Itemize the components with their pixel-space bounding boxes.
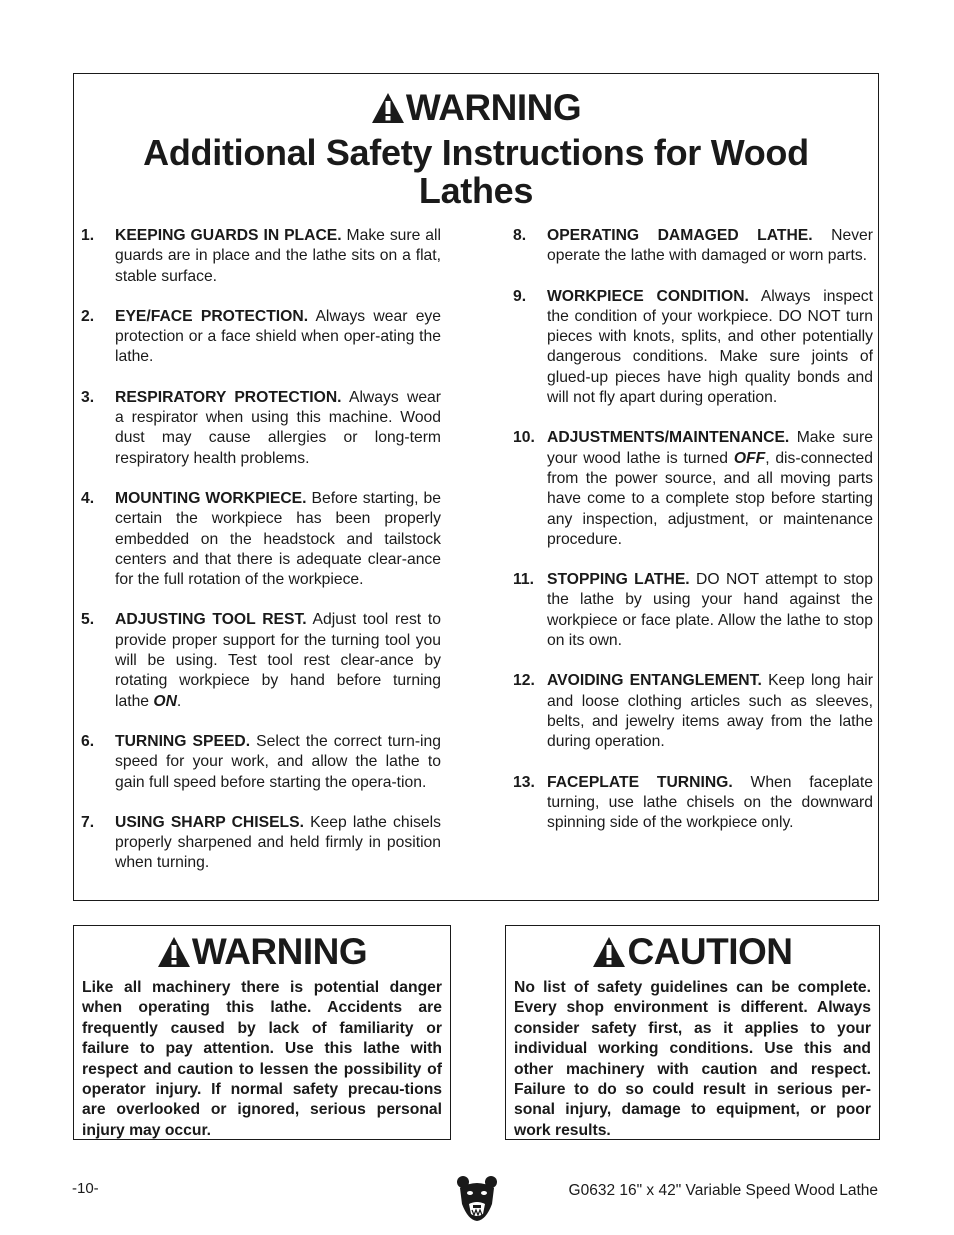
item-heading: USING SHARP CHISELS. (115, 813, 304, 831)
item-text-tail: . (176, 692, 182, 710)
item-text: Select the correct turn-ing speed for your work, and allow the lathe to gain full speed before starting the opera-tion. (115, 732, 441, 791)
item-heading: ADJUSTMENTS/MAINTENANCE. (547, 429, 790, 447)
item-heading: RESPIRATORY PROTECTION. (115, 388, 342, 406)
instruction-item (513, 287, 873, 409)
item-text: Keep long hair and loose clothing articles such as sleeves, belts, and jewelry items away from the lathe during operation. (547, 672, 873, 751)
caution-box-text: No list of safety guidelines can be complete. Every shop environment is different. Always consider safety first, as it applies to your individual working conditions. Use this and other machinery with caution and respect. Failure to do so could result in serious per-sonal injury, damage to equipment, or poor work results. (514, 979, 871, 1139)
instruction-item (513, 226, 873, 267)
item-emphasis: ON (153, 692, 177, 710)
instruction-item (513, 671, 873, 752)
warning-word: WARNING (405, 87, 582, 128)
item-text: Adjust tool rest to provide proper support for the turning tool you will be using. Test tool rest clear-ance by rotating workpiece by hand before turning lathe (115, 611, 441, 710)
bear-logo-icon (456, 1174, 498, 1222)
left-column (81, 226, 441, 894)
warning-heading (74, 88, 878, 128)
item-text: Never operate the lathe with damaged or worn parts. (547, 227, 873, 265)
instruction-item (513, 773, 873, 834)
instruction-item (81, 610, 441, 711)
item-number: 6. (81, 732, 95, 750)
item-text: Always wear a respirator when using this machine. Wood dust may cause allergies or long-term respiratory health problems. (115, 388, 442, 467)
item-heading: ADJUSTING TOOL REST. (115, 611, 307, 629)
item-number: 11. (513, 571, 534, 589)
item-number: 13. (513, 773, 535, 791)
item-text: Keep lathe chisels properly sharpened and held firmly in position when turning. (115, 813, 441, 872)
instruction-item (81, 388, 441, 469)
item-heading: TURNING SPEED. (115, 732, 251, 750)
warning-triangle-icon (157, 936, 191, 968)
item-heading: WORKPIECE CONDITION. (547, 287, 749, 305)
item-number: 10. (513, 429, 535, 447)
warning-box-heading (74, 932, 450, 972)
item-text: Always inspect the condition of your workpiece. DO NOT turn pieces with knots, splits, and other potentially dangerous conditions. Make sure joints of glued-up pieces have high quality bonds and will not fly apart during operation. (547, 287, 873, 407)
warning-triangle-icon (371, 92, 405, 124)
instruction-item (513, 570, 873, 651)
item-heading: MOUNTING WORKPIECE. (115, 489, 307, 507)
item-number: 2. (81, 307, 95, 325)
page-title: Additional Safety Instructions for Wood Lathes (143, 132, 809, 211)
item-number: 3. (81, 388, 95, 406)
item-number: 4. (81, 489, 95, 507)
item-text: Before starting, be certain the workpiece has been properly embedded on the headstock and tailstock centers and that there is adequate clear-ance for the full rotation of the workpiece. (115, 489, 441, 589)
caution-triangle-icon (592, 936, 626, 968)
item-heading: OPERATING DAMAGED LATHE. (547, 227, 813, 244)
caution-box-word: CAUTION (627, 931, 793, 972)
item-number: 12. (513, 672, 535, 690)
item-emphasis: OFF (733, 449, 766, 467)
page-number: -10- (72, 1180, 99, 1197)
safety-instructions-box (73, 73, 879, 901)
item-text-tail: , dis-connected from the power source, and all moving parts have come to a complete stop before starting any inspection, adjustment, or maintenance procedure. (547, 449, 874, 548)
item-text: DO NOT attempt to stop the lathe by using your hand against the workpiece or face plate. Allow the lathe to stop on its own. (547, 571, 873, 650)
warning-box-text: Like all machinery there is potential danger when operating this lathe. Accidents are frequently caused by lack of familiarity or failure to pay attention. Use this lathe with respect and caution to lessen the possibility of operator injury. If normal safety precau-tions are overlooked or ignored, serious personal injury may occur. (82, 979, 442, 1139)
caution-box-heading (506, 932, 879, 972)
instruction-item (81, 226, 441, 287)
right-column (513, 226, 873, 853)
model-caption: G0632 16" x 42" Variable Speed Wood Lathe (568, 1182, 878, 1199)
instruction-item (81, 813, 441, 874)
item-heading: KEEPING GUARDS IN PLACE. (115, 227, 342, 244)
item-number: 1. (81, 227, 95, 244)
item-text: When faceplate turning, use lathe chisels on the downward spinning side of the workpiece only. (547, 773, 873, 832)
warning-box-word: WARNING (191, 931, 368, 972)
item-heading: FACEPLATE TURNING. (547, 773, 733, 791)
item-text: Make sure all guards are in place and the lathe sits on a flat, stable surface. (115, 227, 441, 285)
warning-box (73, 925, 451, 1140)
instruction-item (81, 732, 441, 793)
item-heading: EYE/FACE PROTECTION. (115, 307, 309, 325)
item-text: Always wear eye protection or a face shield when oper-ating the lathe. (115, 307, 441, 366)
item-number: 7. (81, 813, 95, 831)
instruction-item (81, 307, 441, 368)
caution-box (505, 925, 880, 1140)
item-number: 9. (513, 287, 527, 305)
instruction-item (513, 428, 873, 550)
instruction-item (81, 489, 441, 590)
item-text: Make sure your wood lathe is turned (547, 429, 873, 467)
item-number: 5. (81, 611, 95, 629)
item-number: 8. (513, 227, 527, 244)
item-heading: AVOIDING ENTANGLEMENT. (547, 672, 762, 690)
item-heading: STOPPING LATHE. (547, 571, 690, 589)
